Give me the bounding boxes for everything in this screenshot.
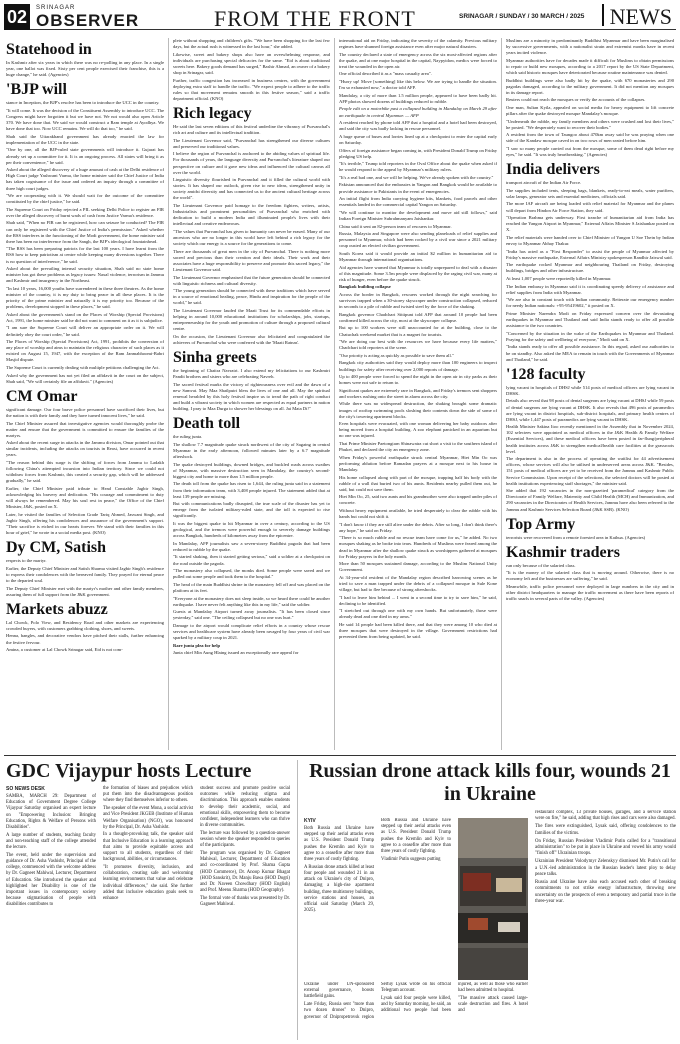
headline: Dy CM, Satish: [6, 539, 107, 557]
paragraph: The Supreme Court is currently dealing with multiple petitions challenging the Act.: [6, 365, 160, 371]
paragraph: respects to the martyr.: [6, 558, 47, 564]
paragraph: The formal vote of thanks was presented by Dr. Gagneet Mahiwal.: [200, 895, 290, 908]
masthead: [4, 4, 676, 30]
paragraph: "Our priority is acting as quickly as possible to save them all.": [339, 352, 454, 358]
paragraph: The shallow 7.7 magnitude quake struck northwest of the city of Sagaing in central Myanmar in the early afternoon, followed minutes later by a 6.7 magnitude aftershock.: [173, 441, 330, 460]
paragraph: Russia, Malaysia and Singapore were also sending planeloads of relief supplies and personnel to Myanmar, which had been rocked by a civil war since a 2021 military coup ousted an elected civilian government.: [339, 231, 497, 249]
paragraph: Htet Min Oo, 25, said two aunts and his grandmother were also trapped under piles of concrete.: [339, 494, 497, 506]
paragraph: At least 1,007 people were reportedly killed in Myanmar.: [506, 276, 612, 281]
column-divider: [168, 38, 169, 750]
paragraph: Buddhist buildings were also badly hit by the quake, with 670 monasteries and 290 pagodas damaged, according to the military government. It did not mention any mosques in its damage report.: [506, 77, 674, 95]
paragraph: China said it sent an 82-person team of rescuers to Myanmar.: [339, 223, 452, 229]
headline: Markets abuzz: [6, 600, 108, 618]
paragraph: "We are also in constant touch with Indian community. Reiterate our emergency number for needy Indian nationals: +95-95419602," it posted on X.: [506, 297, 674, 309]
paragraph: Meanwhile, traffic police personnel were deployed in large numbers in the city and in other district headquarters to manage the traffic movement as there have been reports of traffic snarls in several parts of the valley. (Agencies): [506, 583, 674, 602]
page-number: 02: [4, 4, 30, 30]
headline: India delivers: [506, 161, 600, 179]
headline: Kashmir traders: [506, 543, 620, 561]
paragraph: The Places of Worship (Special Provisions) Act, 1991, prohibits the conversion of any place of worship and aims to maintain the religious character of such places as it existed on August 15, 1947, with the exception of the Ram Janmabhoomi-Babri Masjid dispute.: [6, 339, 164, 363]
section-title: FROM THE FRONT: [214, 6, 416, 31]
paragraph: Bangkok governor Chadchart Sittipunt told AFP that around 10 people had been confirmed killed across the city, most at the skyscraper collapse.: [339, 311, 497, 323]
paragraph: Ukraine under UN-sponsored external governance, boosts battlefield gains.: [304, 982, 374, 1000]
headline: Sinha greets: [173, 349, 257, 367]
paragraph: stance in Inception, the BJP's resolve has been to introduce the UCC in the country.: [6, 100, 160, 106]
paragraph: On Friday, Russian President Vladimir Putin called for a "transitional administration" to be put in place in Ukraine and vowed his army would "finish off" Ukrainian troops.: [535, 838, 676, 857]
paragraph: transport aircraft of the Indian Air Force.: [506, 180, 582, 186]
paragraph: The Lieutenant Governor emphasised that the future generation should be connected with linguistic richness and cultural diversity.: [173, 274, 330, 286]
paragraph: Significant quakes are extremely rare in Bangkok, and Friday's tremors sent shoppers and workers rushing onto the street in alarm across the city.: [339, 387, 497, 399]
paragraph: "We are doing our best with the resources we have because every life matters," Chadchart told reporters at the scene.: [339, 339, 497, 351]
paragraph: Muslims are a minority in predominantly Buddhist Myanmar and have been marginalised by successive governments, with a nationalist strain and extremist monks have in recent years incited violence.: [506, 38, 674, 56]
paragraph: "The RSS has been preparing patriots for the last 100 years. I have learnt from the RSS how to keep patriotism at centre while keeping many diversions together. There is no question of interference," he said.: [6, 246, 164, 264]
column-divider: [334, 38, 335, 750]
paragraph: Linguistic diversity flourished in Purvanchal and it filled the cultural world with stories. It has shaped our outlook, given rise to new ideas, strengthened unity in society amidst diversity and has connected us to the ancient cultural heritage across the world".: [173, 177, 330, 201]
paragraph: On the occasion, the Lieutenant Governor also felicitated and congratulated the achievers of Purvanchal who were conferred with the 'Maati Ratnas'.: [173, 333, 330, 346]
paragraph: "There is so much rubble and no rescue team have come for us," he added. No two mosques shaking as he broke into tears. Hundreds of Muslims were feared among the dead in Myanmar after the shallow quake struck as worshippers gathered at mosques for Friday prayers in the holy month.: [339, 535, 497, 559]
paragraph: Bangkok city authorities said they would deploy more than 100 engineers to inspect buildings for safety after receiving over 2,000 reports of damage.: [339, 360, 497, 372]
story-lower-columns: [304, 982, 528, 1040]
paragraph: restaurant complex, 13 private houses, garages, and a service station were on fire," he said, adding that high rises and cars were also damaged.: [535, 810, 676, 822]
paragraph: Earlier, the Chief Minister paid tribute to Head Constable Jagbir Singh, acknowledging his bravery and dedication. "His courage and commitment to duty will always be remembered. May his soul rest in peace," the Office of the Chief Minister, J&K, posted on X.: [6, 485, 164, 510]
page-dateline: SRINAGAR / SUNDAY / 30 MARCH / 2025: [459, 13, 585, 20]
column-1: [6, 38, 164, 750]
paragraph: His home collapsed along with part of the mosque, trapping half his body with the rubble of a wall that buried two of his aunts. Residents nearby pulled them out, he said, but could not save them.: [339, 474, 497, 492]
paragraph: Damage to the airport would complicate relief efforts in a country whose rescue services and healthcare system have already been ravaged by four years of civil war sparked by a military coup in 2021.: [173, 622, 330, 641]
paragraph: SAMBA, MARCH 29: Department of Education of Government Degree College Vijaypur Saturday organised an expert lecture on "Empowering Inclusion: Bringing Education, Rights & Welfare of Persons with Disabilities".: [6, 794, 96, 831]
paragraph: The Lieutenant Governor said, "Purvanchal has strengthened our diverse cultures and preserved our traditional values.: [173, 137, 330, 149]
paragraph: "It's a real bad one, and we will be helping. We've already spoken with the country.": [339, 174, 494, 180]
headline: Death toll: [173, 415, 241, 433]
column-2: [173, 38, 330, 750]
paragraph: The Indian embassy in Myanmar said it is coordinating speedy delivery of assistance and relief supplies from India with Myanmar.: [506, 283, 674, 295]
paragraph: But with communications badly disrupted, the true scale of the disaster has yet to emerge from the isolated military-ruled state, and the toll is expected to rise significantly.: [173, 501, 330, 519]
paragraph: Further, traffic congestion has increased in business centres, with the government deploying extra staff to handle the traffic. "We expect people to adhere to the traffic rules so that movement remains smooth in this festive season," said a traffic department official. (KNO): [173, 77, 330, 101]
paragraph: Likewise, sweet and bakery shops also have an overwhelming response, and individuals are purchasing special delicacies for the same. "Eid is about traditional sweets here. Bakery goods demand has surged," Bashir Ahmad, an owner of a bakery shop in Srinagar, said.: [173, 51, 330, 75]
paragraph: the formation of biases and prejudices which put them into the disadvantageous position where they find themselves inferior to others.: [103, 786, 193, 804]
headline: Rich legacy: [173, 104, 252, 122]
paragraph: The Chief Minister assured that investigative agencies would thoroughly probe the matter and ensure that the government is committed to ensure the families of the martyrs.: [6, 420, 164, 438]
paragraph: significant damage. Our four brave police personnel have sacrificed their lives, but the nation is with their family and they have turned innocent lives," he said.: [6, 406, 164, 418]
paragraph: Thai Prime Minister Paetongtarn Shinawatra cut short a visit to the southern island of Phuket, and declared the city an emergency zone.: [339, 441, 497, 453]
paragraph: "I don't know if they are still alive under the debris. After so long, I don't think there's any hope," he said on Friday.: [339, 521, 497, 533]
paragraph: Amina, a customer at Lal Chowk Srinagar said, Eid is not com-: [6, 647, 123, 653]
paragraph: Later, he visited the families of Selection Grade Tariq Ahmed, Jaswant Singh, and Jagbir Singh, offering his condolences and assurance of the government's support. "Their sacrifice is etched in our hearts forever. We stand with their families in this hour of grief," he wrote in a social media post. (KNO): [6, 511, 164, 536]
paragraph: Without heavy equipment available, he tried desperately to clear the rubble with his hands but could not shift it.: [339, 507, 497, 520]
paragraph: There are thousands of great men in the city of Purvanchal. There is nothing more sacred and precious than their creation and their ideals. Their work and their associates have a huge responsibility to preserve and promote this sacred legacy," the Lieutenant Governor said.: [173, 248, 330, 272]
headline: '128 faculty: [506, 365, 586, 383]
paragraph: "The values that Purvanchal has given to humanity can never be erased. Many of our ancestors who are no longer in this world have left behind a rich legacy for the society which our energy is a source for the generations to come.: [173, 228, 330, 247]
paragraph: In Kashmir after six years in which there was no re-polling in any place. In a single year, one ballot was fixed. Sixty per cent people exercised their franchise, this is a huge change," he said. (Agencies): [6, 60, 164, 78]
paragraph: Up to 400 people were forced to spend the night in the open air in city parks as their homes were not safe to return to.: [339, 374, 497, 386]
paragraph: "It promotes diversity, inclusion, and collaboration, creating safe and welcoming learning environments that value and celebrate individual differences," she said. She further added that inclusive education goals seek to enhance: [103, 864, 193, 901]
paragraph: "Hurry up! Move [something] like this below. We are trying to handle the situation. I'm so exhausted now," a doctor told AFP.: [339, 79, 497, 91]
paragraph: The lecture was followed by a question-answer session where the speaker responded to queries of the participants.: [200, 830, 290, 849]
paragraph: The Lieutenant Governor lauded the Maati Trust for its commendable efforts in helping in around 10,000 educational institutions for scholarships, jobs, startups, entrepreneurship for the youth and promotion of culture through a proposed cultural centre.: [173, 308, 330, 332]
story-headline: Russian drone attack kills four, wounds 21 in Ukraine: [309, 760, 671, 805]
paragraph: Both Russia and Ukraine have stepped up their aerial attacks even as U.S. President Donald Trump pushes the Kremlin and Kyiv to agree to a ceasefire after more than three years of costly fighting.: [304, 826, 374, 863]
paragraph: A huge queue of buses and lorries lined up at a checkpoint to enter the capital early on Saturday.: [339, 133, 497, 145]
paragraph: "It will come. It was the decision of the Constituent Assembly to introduce UCC. The Congress might have forgotten it but we have not. We not would also open Article 370. We have done that. We said we would construct a Ram temple at Ayodhya. We have done that too. Now UCC remains. We will do that too," he said.: [6, 107, 164, 132]
paragraph: Vladimir Putin suggests putting: [381, 856, 441, 862]
paragraph: Pakistan announced that the embassies in Yangon and Bangkok would be available to provide assistance to Pakistanis in the event of emergencies.: [339, 182, 497, 194]
paragraph: "We are cooperating with it. We should wait for the outcome of the committee constituted by the chief justice," he said.: [6, 193, 164, 205]
paragraph: Earlier, the Deputy Chief Minister and Satish Sharma visited Jagbir Singh's residence to express their condolences with the bereaved family. They prayed for eternal peace to the departed soul.: [6, 565, 164, 583]
paragraph: A resident reached by phone told AFP that a hospital and a hotel had been destroyed, and said the city was badly lacking in rescue personnel.: [339, 120, 497, 132]
paragraph: The Supreme Court on Friday rejected a PIL seeking Delhi Police to register an FIR over the alleged discovery of burnt wads of cash from Justice Varma's residence.: [6, 206, 164, 218]
paragraph: A Russian drone attack killed at least four people and wounded 21 in an attack on Ukraine's city of Dnipro, damaging a high-rise apartment building, three multistorey buildings, service stations and houses, an official said Saturday (March 29, 2025).: [304, 864, 374, 914]
paragraph: international aid on Friday, indicating the severity of the calamity. Previous military regimes have shunned foreign assistance even after major natural disasters.: [339, 38, 497, 50]
damaged-vehicles-photo: [458, 818, 528, 980]
paragraph: "Concerned by the situation in the wake of the Earthquakes in Myanmar and Thailand. Praying for the safety and wellbeing of everyone," Modi said on X.: [506, 330, 674, 342]
story-dateline: SO NEWS DESK: [6, 786, 45, 792]
story-col-b: [381, 818, 451, 980]
paragraph: Guests at Mandalay Airport turned away journalists. "It has been closed since yesterday," said one. "The ceiling collapsed but no one was hurt.": [173, 609, 330, 621]
paragraph: "I am sure the Supreme Court will deliver an appropriate order on it. We will definitely obey the court order," he said.: [6, 325, 164, 337]
paragraph: In Mandalay, AFP journalists saw a seven-storey Buddhist pagoda that had been reduced to rubble by the quake.: [173, 540, 330, 552]
paragraph: The more IAF aircraft are being loaded with relief material for Myanmar and the planes will depart from Hindon Air Force Station, they said.: [506, 201, 674, 213]
paragraph: The speaker of the event Mona, a social activist and Vice President JKGEB (Institute of Human Welfare Organisation) (NGO), was honoured by the Principal, Dr. Asha Vashisht.: [103, 806, 193, 830]
paragraph: The Lieutenant Governor paid homage to the freedom fighters, writers, artists, Industrialists and prominent personalities of Purvanchal who enriched with dedication to build a modern India and illuminated people's lives with their intellectual and creative endeavours.: [173, 203, 330, 227]
paragraph: The earthquake rocked Myanmar and neighbouring Thailand on Friday, destroying buildings, bridges and other infrastructure.: [506, 262, 674, 274]
paragraph: "The young generation should be connected with these traditions which have served in a source of emotional healing, peace, Hindu and inspiration for the people of the world," he said.: [173, 288, 330, 306]
paragraph: "The reason behind this surge is the shifting of forces from Jammu to Ladakh following China's attempted incursion into Indian territory. Since we could not withdraw forces from Kashmir, this created a security gap, which will be addressed gradually," he said.: [6, 460, 164, 484]
paragraph: A resident from the town of Taungoo about 470km away said he was praying when one side of the Kandaw mosque caved in on two rows of men seated before him.: [506, 132, 674, 144]
paragraph: The death toll from the quake has risen to 1,644, the ruling junta said in a statement from their information team, with 3,408 people injured. The statement added that at least 139 people are missing.: [173, 481, 330, 499]
paragraph: It was the biggest quake to hit Myanmar in over a century, according to the US geological, and the tremors were powerful enough to severely damage buildings across Bangkok, hundreds of kilometres away from the epicentre.: [173, 521, 330, 539]
paragraph: Reuters could not reach the mosques or verify the accounts of the collapses.: [506, 97, 646, 103]
paragraph: terrorists were recovered from a remote forested area in Kathua. (Agencies): [506, 534, 646, 540]
story-russian-drone: [304, 760, 676, 1040]
brand-name: OBSERVER: [36, 11, 140, 30]
paragraph: Lal Chowk, Polo View, and Residency Road and other markets are experiencing crowded buyers, with customers grabbing clothing, shoes, and sweets.: [6, 619, 164, 631]
paragraph: Prime Minister Narendra Modi on Friday expressed concern over the devastating earthquakes in Myanmar and Thailand and said India stands ready to offer all possible assistance to the two countries.: [506, 310, 674, 329]
story-col-a: [304, 818, 374, 980]
paragraph: "India stands ready to offer all possible assistance. In this regard, asked our authorities to be on standby. Also asked the MEA to remain in touch with the Governments of Myanmar and Thailand," he said.: [506, 344, 674, 362]
paragraph: "It started shaking, then it started getting serious," said a soldier at a checkpoint on the road outside the pagoda.: [173, 554, 330, 566]
paragraph: Details also reveal that 98 posts of dental surgeons are lying vacant at DHSJ while 59 posts of dental surgeons are lying vacant at DHSK. It also reveals that 496 posts of paramedics are lying vacant in district hospitals, sub-district hospitals, and primary health centres of DHSJ, while 1,447 posts of paramedics are lying vacant in DHSK.: [506, 398, 674, 422]
paragraph: the beginning of Chaitra Navratri. I also extend my felicitations to our Kashmiri Pandit brothers and sisters who are celebrating Navreh.: [173, 368, 330, 380]
story-lead-columns: [304, 818, 528, 980]
brand-city: SRINAGAR: [36, 5, 76, 11]
paragraph: lying vacant in hospitals of DHSJ while 514 posts of medical officers are lying vacant in DHSK.: [506, 384, 674, 396]
paragraph: Offers of foreign assistance began coming in, with President Donald Trump on Friday pledging US help.: [339, 147, 497, 159]
photo-caption: People edit on a motorbike past a collapsed building in Mandalay on March 29 after an earthquake in central Myanmar. — AFP: [339, 106, 497, 118]
paragraph: The event, held under the supervision and guidance of Dr. Asha Vashisht, Principal of the college, commenced with the welcome address by Dr. Gagneet Mahiwal, Lecturer, Department of Education. She introduced the speaker and highlighted her Disability is one of the important issues in contemporary society because stigmatisation of people with disabilities contributes to: [6, 852, 96, 908]
headline: Top Army: [506, 515, 576, 533]
paragraph: "Operation Brahma gets underway. First tranche of humanitarian aid from India has reached the Yangon Airport in Myanmar," External Affairs Minister S Jaishankar posted on X.: [506, 215, 674, 233]
headline: 'BJP will: [6, 81, 67, 99]
paragraph: "In last 10 years, 16,000 youths have surrendered in these three theatres. As the home minister of the country, it is my duty to bring peace in all these places. It is the priority of the prime minister and naturally it is my priority too. Because of the problems, development stopped in these places," he said.: [6, 285, 164, 310]
paragraph: I believe the region of Purvanchal is anchored to the abiding values of spiritual life. For thousands of years, the language diversity and Purvanchal's literature shaped our perspective on culture and it gave new ideas and influenced the cultural canvas all over the world.: [173, 151, 330, 175]
paragraph: The quake destroyed buildings, downed bridges, and buckled roads across swathes of Myanmar, with massive destruction seen in Mandalay, the country's second-biggest city and home to more than 1.5 million people.: [173, 461, 330, 479]
paragraph: Asked about the recent surge in attacks in the Jammu division, Omar pointed out that similar incidents, including the attacks on tourists in Reasi, have occurred in recent years.: [6, 440, 164, 458]
paragraph: Asked about the alleged discovery of a huge amount of cash at the Delhi residence of High Court judge Yashwant Varma, the home minister said the Chief Justice of India has taken cognisance of the issue and ordered an inquiry through a committee of three high court judges.: [6, 167, 164, 191]
paragraph: When Friday's powerful earthquake struck central Myanmar, Htet Min Oo was performing ablution before Ramadan prayers at a mosque next to his house in Mandalay.: [339, 454, 497, 472]
section-divider: [4, 755, 676, 756]
paragraph: "India has acted as a "First Responder" to assist the people of Myanmar affected by Friday's massive earthquake, External Affairs Ministry spokesperson Randhir Jaiswal said.: [506, 248, 674, 260]
paragraph: One official described it as a "mass casualty area".: [339, 71, 432, 77]
paragraph: Asked why the government has not yet filed an affidavit in the court on the subject, Shah said, "We will certainly file an affidavit." (Agencies): [6, 372, 164, 384]
story-side-column: [535, 810, 676, 1040]
section-label: [602, 4, 672, 30]
paragraph: Health Minister Sakina Itoo recently mentioned in the Assembly that in November 2024, 102 selectees were appointed as medical officers in the J&K Health & Family Welfare (Essential Services), and these medical officers have been posted in far-flung/peripheral health institutes across J&K to strengthen medical/health care facilities at the grassroots level.: [506, 424, 674, 454]
paragraph: "Underneath the rubble, my family members and others were crushed and lost their lives," he posted. "We desperately want to recover their bodies.": [506, 118, 674, 130]
paragraph: The department is also in the process of operating the waitlist for 44 advertisement officers, whose services will also be utilised in underserved areas across J&K. "Besides, 151 posts of medical officers are yet to be received from the Jammu and Kashmir Public Service Commission. Upon receipt of the selections, the selected doctors will be posted at health institutions experiencing staff shortages," the minister said.: [506, 456, 674, 486]
paragraph: student success and promote positive social outcomes while reducing stigma and discrimination. This approach enables students to develop their academic, social, and emotional skills, empowering them to become confident, independent learners who can thrive in diverse communities.: [200, 786, 290, 829]
headline: CM Omar: [6, 387, 78, 405]
paragraph: "We will continue to monitor the development and move aid still follows," said Indian Foreign Minister Subrahmanyam Jaishankar.: [339, 209, 497, 221]
story-divider: [297, 760, 298, 1040]
paragraph: "It's terrible," Trump told reporters in the Oval Office about the quake when asked if he would respond to the appeal by Myanmar's military rulers.: [339, 161, 497, 173]
paragraph: Aid agencies have warned that Myanmar is totally unprepared to deal with a disaster of this magnitude. Some 3.5m people were displaced by the raging civil war, many at risk of hunger, even before the quake struck.: [339, 264, 497, 282]
paragraph: The country declared a state of emergency across the six most-affected regions after the quake, and at one major hospital in the capital, Naypyidaw, medics were forced to treat the wounded in the open air.: [339, 51, 497, 69]
paragraph: The program was organised by Dr. Gagneet Mahiwal, Lecturer, Department of Education and co-coordinated by Prof. Shama Gupta (HOD Commerce), Dr. Anoop Kumar Bhagat (HOD Sanskrit), Dr. Manju Bawa (HOD Dogri) and Dr. Naveen Chowdhary (HOD English) and Prof. Meenu Sharma (HOD Geography).: [200, 851, 290, 894]
news-label: NEWS: [609, 4, 672, 29]
paragraph: But up to 100 workers were still unaccounted for at the building, close to the Chatuchak weekend market that is a magnet for tourists.: [339, 325, 497, 337]
paragraph: An initial flight from India carrying hygiene kits, blankets, food parcels and other essentials landed in the commercial capital Yangon on Saturday.: [339, 196, 497, 208]
paragraph: Late Friday, Russia sent "more than two dozen drones" to Dnipro, governor of Dnipropetrovsk region Serhiy Lysak wrote on his official Telegram account.: [304, 982, 451, 1020]
paragraph: Asked about the government's stand on the Places of Worship (Special Provisions) Act, 1991, the home minister said he did not want to comment on it as it is subjudice.: [6, 311, 164, 323]
paragraph: "I had to leave him behind ... I went in a second time to try to save him," he said, declining to be identified.: [339, 594, 497, 606]
story-gdc-vijaypur: [6, 760, 290, 1040]
paragraph: The head of the main Buddhist shrine in the monastery fell off and was placed on the platform at its feet.: [173, 581, 330, 593]
paragraph: "I saw so many people carried out from the mosque, some of them dead right before my eyes," he said. "It was truly heartbreaking." (Agencies): [506, 146, 674, 158]
paragraph: At 34-year-old resident of the Mandalay region described harrowing scenes as he tried to save a man trapped under the debris of a collapsed mosque in Sule Kone village, but had to flee because of strong aftershocks.: [339, 574, 497, 593]
paragraph: "I stretched out through one with my own hands. But unfortunately, those were already dead and one died in my arms.": [339, 608, 497, 620]
paragraph: She added that 192 vacancies in the non-gazetted 'paramedical' category from the Directorate of Family Welfare, Maternity and Child Health (MCH) and Immunization, and 290 vacancies in the Directorates of Health Services, Jammu have also been referred to the Jammu and Kashmir Services Selection Board (J&K SSB). (KNO): [506, 488, 674, 512]
paragraph: Lysak said four people were killed, and by Saturday morning, he said, an additional two people had been injured, as well as those who earlier had been admitted to hospital.: [381, 982, 528, 1014]
column-divider: [501, 38, 502, 750]
paragraph: Shah said the Uttarakhand government has already enacted the law for implementation of the UCC in the state.: [6, 133, 164, 145]
story-headline: GDC Vijaypur hosts Lecture: [6, 760, 252, 782]
column-3: [339, 38, 497, 750]
paragraph: One man, Sultan Kyila, appealed on social media for heavy equipment to lift concrete pillars after the quake destroyed mosque Mandalay's mosque.: [506, 104, 674, 117]
subhead: Bangkok building collapse: [339, 284, 391, 290]
story-body: [6, 786, 290, 909]
paragraph: While there was no widespread destruction, the shaking brought some dramatic images of rooftop swimming pools sloshing their contents down the side of some of the city's towering apartment blocks.: [339, 401, 497, 419]
column-4: [506, 38, 674, 750]
paragraph: The sacred festival marks the victory of righteousness over evil and the dawn of a new Samvat. May Maa Shailputri bless the lives of one and all. May the spiritual renewal heralded by this holy festival inspire us to tread the path of right conduct and build a vibrant society in which women are respected as equal partners in nation building. I pray to Maa Durga to shower her blessings on all. Jai Mata Di!": [173, 381, 330, 412]
paragraph: "The monastery also collapsed, the monks died. Some people were saved and we pulled out some people and took them to the hospital.": [173, 568, 330, 580]
paragraph: In a thought-provoking talk, the speaker said that Inclusive Education is a learning approach that aims to provide equitable access and support to all students, regardless of their background, abilities, or circumstances.: [103, 832, 193, 863]
subhead: Rare junta plea for help: [173, 642, 221, 648]
paragraph: run only because of the salaried class.: [506, 562, 576, 568]
paragraph: "One by one, all the BJP-ruled state governments will introduce it. Gujarat has already set up a committee for it. It is an ongoing process. All states will bring it as per their convenience," he said.: [6, 147, 164, 165]
paragraph: South Korea said it would provide an initial $2 million in humanitarian aid to Myanmar through international organisations.: [339, 250, 497, 262]
paragraph: Asked about the prevailing internal security situation, Shah said no state home minister has got these problems as legacy issues: Naxal violence, terrorism in Jammu and Kashmir and insurgency in the Northeast.: [6, 266, 164, 284]
paragraph: Mandalay, a city of more than 1.5 million people, appeared to have been badly hit. AFP photos showed dozens of buildings reduced to rubble.: [339, 92, 497, 104]
brand-logo: [36, 5, 139, 31]
paragraph: He said 14 people had been killed there, and that they were among 10 who died at three mosques that were destroyed in the village. Government restrictions had prevented them from being updated, he said.: [339, 622, 497, 640]
paragraph: A large number of students, teaching faculty and non-teaching staff of the college attended the lecture.: [6, 832, 96, 851]
paragraph: plete without shopping and children's gifts. "We have been shopping for the last few days, but the actual rush is witnessed in the last hour," she added.: [173, 38, 330, 50]
paragraph: Ukrainian President Volodymyr Zelenskyy dismissed Mr. Putin's call for a U.N.-led administration in the Russian leader's latest ploy to delay peace talks.: [535, 859, 676, 878]
paragraph: Even hospitals were evacuated, with one woman delivering her baby outdoors after being moved from a hospital building. A zoo elephant panicked in an aquarium but no one was injured.: [339, 421, 497, 439]
paragraph: Russia and Ukraine have also each accused each other of breaking commitments to not strike energy infrastructure, throwing new uncertainty on the prospects of even a temporary and partial truce in the three-year war.: [535, 880, 676, 905]
paragraph: Myanmar authorities have for decades made it difficult for Muslims to obtain permissions to repair or build new mosques, according to a 2017 report by the US State Department, which said historic mosques have deteriorated because routine maintenance was denied.: [506, 57, 674, 75]
paragraph: More than 50 mosques sustained damage, according to the Muslim National Unity Government.: [339, 561, 497, 573]
paragraph: Junta chief Min Aung Hlaing issued an exceptionally rare appeal for: [173, 650, 299, 656]
paragraph: Both Russia and Ukraine have stepped up their aerial attacks even as U.S. President Donald Trump pushes the Kremlin and Kyiv to agree to a ceasefire after more than three years of costly fighting.: [381, 818, 451, 855]
headline: Statehood in: [6, 41, 92, 58]
paragraph: Henna, bangles, and decorative vendors have pitched their stalls, further enhancing the festive fervour.: [6, 633, 164, 645]
paragraph: The fires were extinguished, Lysak said, offering condolences to the families of the victims.: [535, 824, 676, 836]
paragraph: The Deputy Chief Minister met with the martyr's mother and other family members, assuring them of full support from the J&K government.: [6, 585, 164, 597]
paragraph: He said the last seven editions of this festival underline the vibrancy of Purvanchal's rich art and culture and its intellectual tradition.: [173, 123, 330, 136]
story-dateline: KYIV: [304, 818, 316, 824]
paragraph: The supplies included tents, sleeping bags, blankets, ready-to-eat meals, water purifiers, solar lamps, generator sets and essential medicines, officials said.: [506, 187, 674, 199]
paragraph: The relief materials were handed over to Chief Minister of Yangon U Soe Thein by Indian envoy to Myanmar Abhay Thakur.: [506, 234, 674, 247]
paragraph: "The massive attack caused large-scale destruction and fires. A hotel and: [458, 995, 528, 1014]
news-photo: [458, 818, 528, 980]
paragraph: "Everyone at the monastery does not sleep inside, so we heard there could be another earthquake. I have never felt anything like this in my life," said the soldier.: [173, 595, 330, 607]
paragraph: "It is the money of the salaried class that is moving around. Otherwise, there is no economy left and the businesses are suffering," he said.: [506, 570, 674, 582]
paragraph: Across the border in Bangkok, rescuers worked through the night searching for survivors trapped when a 30-storey skyscraper under construction collapsed, reduced in seconds to a pile of rubble and twisted steel by the force of the shaking.: [339, 291, 497, 310]
paragraph: the ruling junta.: [173, 434, 203, 440]
paragraph: Shah said, "When no FIR can be registered, how can seizure be conducted? The FIR can only be registered with the Chief Justice of India's permission." Asked whether the RSS interferes in the functioning of the Modi government, the home minister said there has been no interference from the Sangh, the BJP's ideological fountainhead.: [6, 220, 164, 244]
